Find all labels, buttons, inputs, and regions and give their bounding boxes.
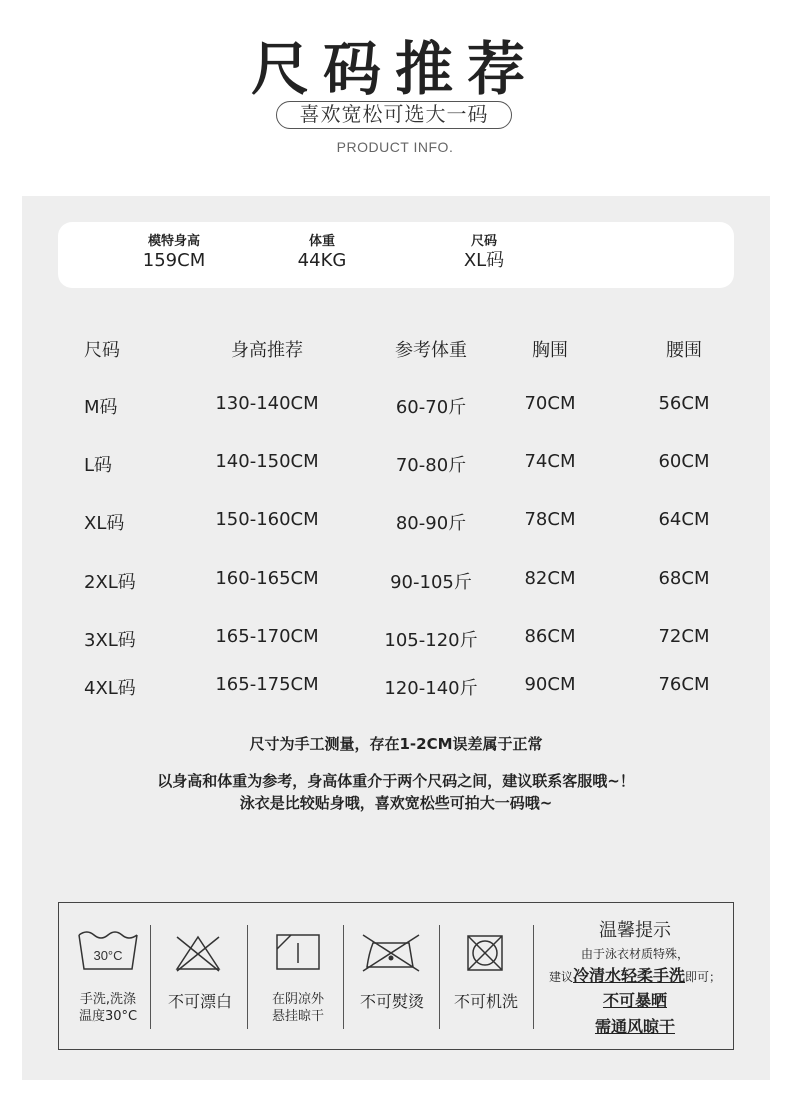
divider [343,925,344,1029]
table-cell-bust: 70CM [524,393,576,414]
note-fit: 泳衣是比较贴身哦，喜欢宽松些可拍大一码哦~ [239,794,553,812]
no-machine-wash-icon [465,933,505,973]
table-cell-bust: 86CM [524,626,576,647]
table-cell-weight: 80-90斤 [395,513,467,534]
table-cell-waist: 60CM [658,451,710,472]
size-panel [22,196,770,1080]
no-iron-icon [359,933,423,973]
wash-temp-label-line1: 手洗,洗涤 [79,992,137,1007]
wash-temp-text: 30°C [93,948,123,963]
subtitle-badge: 喜欢宽松可选大一码 [276,101,512,129]
table-cell-weight: 120-140斤 [384,678,478,699]
model-height-label: 模特身高 [147,234,200,249]
care-instructions [58,902,734,1050]
table-cell-height: 160-165CM [215,568,319,589]
model-weight-value: 44KG [297,250,347,271]
tips-line2-emphasis: 冷清水轻柔手洗 [572,966,685,985]
table-cell-bust: 90CM [524,674,576,695]
tips-line2-prefix: 建议 [548,970,573,984]
table-header-bust: 胸围 [532,340,568,361]
model-size-label: 尺码 [470,234,497,249]
table-cell-size: 4XL码 [84,678,136,699]
table-cell-weight: 60-70斤 [395,397,467,418]
table-cell-height: 140-150CM [215,451,319,472]
table-cell-size: 2XL码 [84,572,136,593]
table-cell-height: 165-170CM [215,626,319,647]
wash-temp-label [65,991,151,1025]
table-header-height: 身高推荐 [231,340,303,361]
table-header-weight: 参考体重 [395,340,467,361]
divider [533,925,534,1029]
table-cell-waist: 72CM [658,626,710,647]
table-cell-bust: 78CM [524,509,576,530]
table-cell-waist: 56CM [658,393,710,414]
tips-title: 温馨提示 [599,920,671,941]
table-cell-height: 150-160CM [215,509,319,530]
table-cell-size: M码 [84,397,118,418]
model-info-card [58,222,734,288]
table-cell-weight: 90-105斤 [390,572,472,593]
tips-line2-suffix: 即可； [685,970,722,984]
table-cell-weight: 105-120斤 [384,630,478,651]
shade-dry-label-line2: 悬挂晾干 [271,1009,324,1024]
no-bleach-label: 不可漂白 [167,992,232,1011]
table-cell-height: 165-175CM [215,674,319,695]
hand-wash-30-icon [75,929,141,973]
no-iron-label: 不可熨烫 [359,992,424,1011]
table-cell-waist: 64CM [658,509,710,530]
shade-dry-label-line1: 在阴凉外 [271,992,324,1007]
model-size [434,234,534,272]
no-machine-wash-label: 不可机洗 [453,992,518,1011]
model-weight-label: 体重 [308,234,335,249]
table-header-waist: 腰围 [666,340,702,361]
table-cell-waist: 68CM [658,568,710,589]
tagline: PRODUCT INFO. [336,139,454,155]
model-height [124,234,224,272]
shade-dry-icon [275,933,321,971]
model-height-value: 159CM [142,250,206,271]
table-cell-weight: 70-80斤 [395,455,467,476]
tips-line1: 由于泳衣材质特殊， [580,947,689,961]
table-cell-size: L码 [84,455,113,476]
table-cell-height: 130-140CM [215,393,319,414]
table-header-size: 尺码 [84,340,120,361]
table-cell-size: 3XL码 [84,630,136,651]
tips-no-sun: 不可暴晒 [602,991,667,1010]
note-advice: 以身高和体重为参考，身高体重介于两个尺码之间，建议联系客服哦~！ [157,772,635,790]
tips-line2 [537,965,733,988]
tips-air-dry: 需通风晾干 [594,1017,675,1036]
page-header [0,0,790,190]
model-size-value: XL码 [463,250,505,271]
warm-tips [537,919,733,1040]
table-cell-bust: 82CM [524,568,576,589]
note-measurement: 尺寸为手工测量，存在1-2CM误差属于正常 [249,735,543,753]
table-cell-bust: 74CM [524,451,576,472]
divider [150,925,151,1029]
model-weight [272,234,372,272]
table-cell-size: XL码 [84,513,125,534]
wash-temp-label-line2: 温度30°C [78,1009,138,1024]
no-bleach-icon [173,933,223,973]
divider [247,925,248,1029]
divider [439,925,440,1029]
page-title: 尺码推荐 [250,35,539,103]
shade-dry-label [253,991,343,1025]
table-cell-waist: 76CM [658,674,710,695]
